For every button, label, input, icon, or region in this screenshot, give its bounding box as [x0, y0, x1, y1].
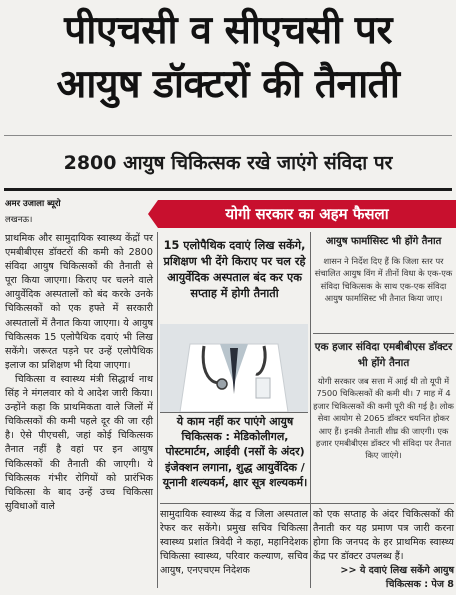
section-banner: योगी सरकार का अहम फैसला — [158, 200, 456, 228]
mbbs-box-text: योगी सरकार जब सत्ता में आई थी तो यूपी में 7500 चिकित्सकों की कमी थी। 7 माह में 4 हजार चिकित्सकों की कमी पूरी की गई है। लोक सेवा आयोग से 2065 डॉक्टर चयनित होकर आए हैं। इनकी तैनाती शीघ्र की जाएगी। एक हजार एमबीबीएस डॉक्टर भी संविदा पर तैनात किए जाएंगे। — [313, 376, 454, 461]
article-column-2-bottom: सामुदायिक स्वास्थ्य केंद्र व जिला अस्पताल रेफर कर सकेंगे। प्रमुख सचिव चिकित्सा स्वास्थ्य प्रशांत त्रिवेदी ने कहा, महानिदेशक चिकित्सा स्वास्थ्य, परिवार कल्याण, सचिव आयुष, एनएचएम निदेशक — [160, 509, 308, 577]
restrictions-box: ये काम नहीं कर पाएंगे आयुष चिकित्सक : मेडिकोलीगल, पोस्टमार्टम, आईवी (नसों के अंदर) इंजेक्शन लगाना, शुद्ध आयुर्वेदिक /यूनानी शल्यकर्म, क्षार सूत्र शल्यकर्म। — [162, 415, 308, 489]
headline-line-1: पीएचसी व सीएचसी पर — [64, 8, 392, 53]
doctor-illustration — [160, 324, 308, 412]
mbbs-box-heading: एक हजार संविदा एमबीबीएस डॉक्टर भी होंगे तैनात — [314, 341, 453, 369]
subheadline-bar — [4, 135, 452, 191]
column-divider — [157, 232, 158, 588]
box-divider — [160, 412, 308, 413]
byline: अमर उजाला ब्यूरो — [5, 199, 61, 209]
pharmacist-box — [313, 234, 454, 305]
paragraph: को एक सप्ताह के अंदर चिकित्सकों की तैनाती कर यह प्रमाण पत्र जारी करना होगा कि जनपद के हर प्राथमिक स्वास्थ्य केंद्र पर डॉक्टर उपलब्ध हैं। — [313, 509, 454, 563]
article-column-3-bottom — [313, 508, 454, 593]
mbbs-box — [313, 340, 454, 462]
pullquote-lead: 15 एलोपैथिक दवाएं लिख सकेंगे, प्रशिक्षण भी देंगे किराए पर चल रहे आयुर्वेदिक अस्पताल बंद कर एक सप्ताह में होगी तैनाती — [163, 239, 306, 300]
headline-line-2: आयुष डॉक्टरों की तैनाती — [56, 62, 400, 107]
box-divider — [313, 333, 454, 334]
paragraph: चिकित्सा व स्वास्थ्य मंत्री सिद्धार्थ नाथ सिंह ने मंगलवार को ये आदेश जारी किया। उन्होंने कहा कि प्राथमिकता वाले जिलों में चिकित्सकों की कमी पहले दूर की जा रही है। ऐसे पीएचसी, जहां कोई चिकित्सक तैनात नहीं है वहां पर इन आयुष चिकित्सकों की तैनाती की जाएगी। ये चिकित्सक गंभीर रोगियों को प्रारंभिक चिकित्सा के बाद उन्हें उच्च चिकित्सा सुविधाओं वाले — [5, 373, 153, 512]
article-column-1 — [5, 232, 153, 514]
headline — [2, 4, 454, 112]
paragraph: प्राथमिक और सामुदायिक स्वास्थ्य केंद्रों पर एमबीबीएस डॉक्टरों की कमी को 2800 संविदा आयुष चिकित्सकों की तैनाती से पूरा किया जाएगा। किराए पर चलने वाले आयुर्वेदिक अस्पतालों को बंद करके उनके चिकित्सकों को एक हफ्ते में सरकारी अस्पतालों में तैनात किया जाएगा। ये आयुष चिकित्सक 15 एलोपैथिक दवाएं भी लिख सकेंगे। जरूरत पड़ने पर उन्हें एलोपैथिक इलाज का प्रशिक्षण भी दिया जाएगा। — [5, 233, 153, 371]
dateline: लखनऊ। — [5, 215, 33, 225]
pharmacist-box-text: शासन ने निर्देश दिए हैं कि जिला स्तर पर संचालित आयुष विंग में तीनों विधा के एक-एक संविदा चिकित्सक के साथ एक-एक संविदा आयुष फार्मासिस्ट भी तैनात किया जाए। — [314, 256, 453, 304]
pharmacist-box-heading: आयुष फार्मासिस्ट भी होंगे तैनात — [325, 236, 442, 247]
box-divider — [160, 503, 454, 504]
column-divider — [310, 232, 311, 588]
continuation-link[interactable]: >> ये दवाएं लिख सकेंगे आयुष चिकित्सक : पेज 8 — [340, 565, 454, 591]
subheadline: 2800 आयुष चिकित्सक रखे जाएंगे संविदा पर — [63, 152, 393, 174]
doctor-photo — [160, 324, 308, 412]
